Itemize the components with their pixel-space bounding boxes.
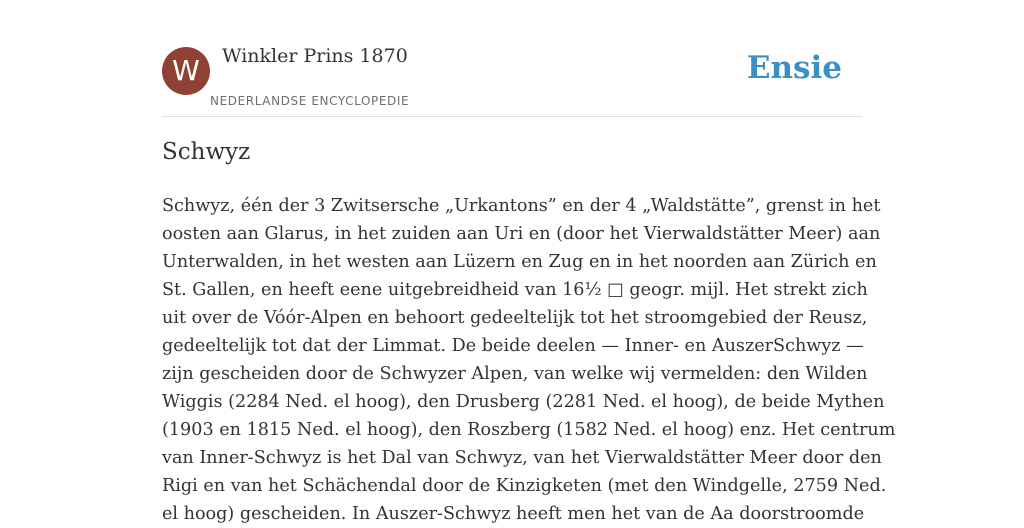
article-line: zijn gescheiden door de Schwyzer Alpen, van welke wij vermelden: den Wilden xyxy=(162,364,868,384)
site-header xyxy=(162,0,862,117)
article-title: Schwyz xyxy=(162,139,251,165)
source-avatar[interactable]: W xyxy=(162,47,210,95)
article-line: St. Gallen, en heeft eene uitgebreidheid van 16½ □ geogr. mijl. Het strekt zich xyxy=(162,280,868,300)
source-subtitle: NEDERLANDSE ENCYCLOPEDIE xyxy=(210,94,410,108)
article-line: uit over de Vóór-Alpen en behoort gedeeltelijk tot het stroomgebied der Reusz, xyxy=(162,308,868,328)
article-line: oosten aan Glarus, in het zuiden aan Uri en (door het Vierwaldstätter Meer) aan xyxy=(162,224,881,244)
article-line: Rigi en van het Schächendal door de Kinzigketen (met den Windgelle, 2759 Ned. xyxy=(162,476,887,496)
source-title[interactable]: Winkler Prins 1870 xyxy=(222,45,408,67)
article-body xyxy=(162,192,896,528)
article-line: Unterwalden, in het westen aan Lüzern en Zug en in het noorden aan Zürich en xyxy=(162,252,877,272)
article-line: el hoog) gescheiden. In Auszer-Schwyz heeft men het van de Aa doorstroomde xyxy=(162,504,865,524)
ensie-logo-link[interactable]: Ensie xyxy=(746,50,842,86)
article-line: Schwyz, één der 3 Zwitsersche „Urkantons” en der 4 „Waldstätte”, grenst in het xyxy=(162,196,881,216)
article-line: (1903 en 1815 Ned. el hoog), den Roszberg (1582 Ned. el hoog) enz. Het centrum xyxy=(162,420,896,440)
article-line: van Inner-Schwyz is het Dal van Schwyz, van het Vierwaldstätter Meer door den xyxy=(162,448,882,468)
page xyxy=(162,0,896,524)
article-line: gedeeltelijk tot dat der Limmat. De beide deelen — Inner- en AuszerSchwyz — xyxy=(162,336,864,356)
article-line: Wiggis (2284 Ned. el hoog), den Drusberg (2281 Ned. el hoog), de beide Mythen xyxy=(162,392,885,412)
